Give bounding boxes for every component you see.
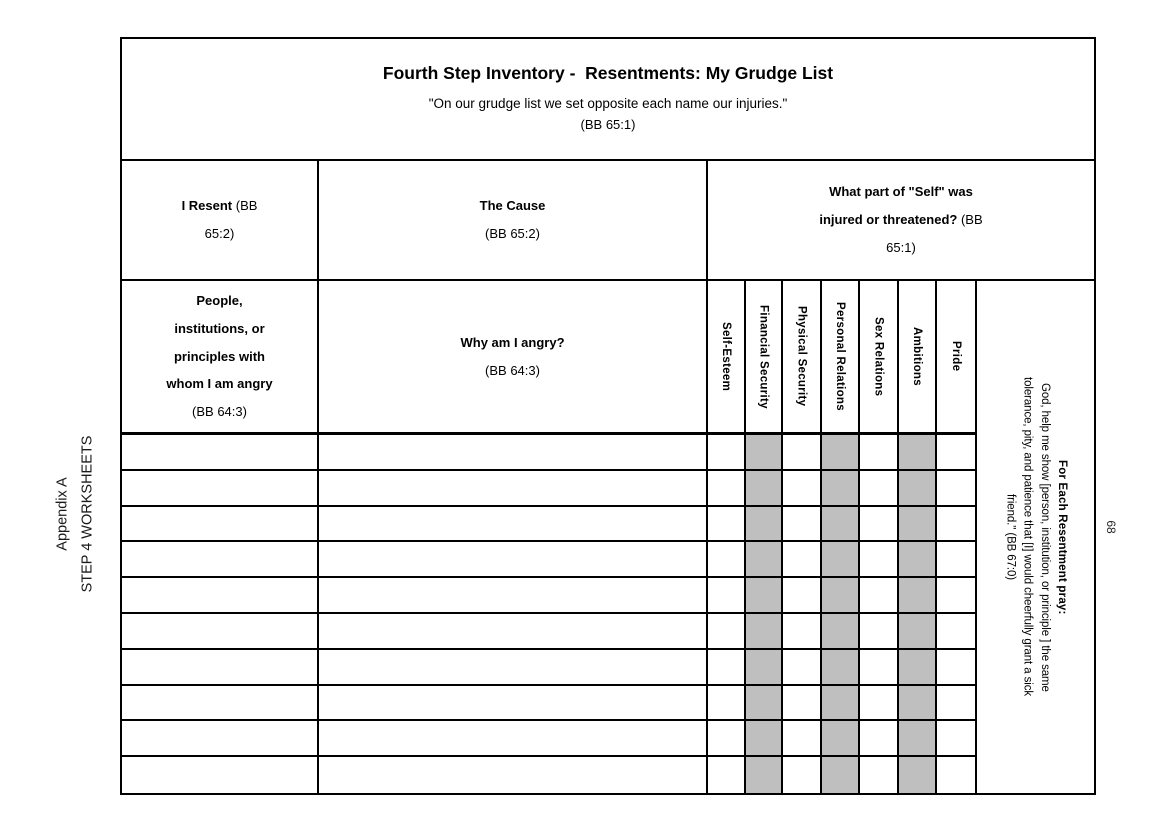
self-part-cell-ambitions	[899, 471, 937, 507]
self-part-cell-personal-relations	[822, 471, 860, 507]
resentment-prayer-text	[1001, 377, 1070, 696]
self-part-cell-physical-security	[783, 471, 822, 507]
column-header-self-part: What part of "Self" was injured or threatened? (BB 65:1)	[708, 161, 1094, 281]
self-part-cell-ambitions	[899, 614, 937, 650]
column-header-sex-relations: Sex Relations	[860, 281, 899, 435]
self-part-cell-financial-security	[746, 650, 783, 686]
self-part-cell-sex-relations	[860, 542, 899, 578]
self-part-cell-physical-security	[783, 435, 822, 471]
self-part-cell-pride	[937, 721, 977, 757]
resent-entry-cell	[122, 578, 319, 614]
page-subtitle: "On our grudge list we set opposite each name our injuries."	[428, 96, 788, 112]
self-part-cell-pride	[937, 542, 977, 578]
cause-entry-cell	[319, 614, 708, 650]
self-part-cell-pride	[937, 435, 977, 471]
self-part-cell-sex-relations	[860, 686, 899, 722]
column-header-why-angry: Why am I angry? (BB 64:3)	[319, 281, 708, 435]
resent-entry-cell	[122, 614, 319, 650]
self-part-cell-personal-relations	[822, 578, 860, 614]
self-part-cell-physical-security	[783, 757, 822, 793]
self-part-cell-financial-security	[746, 507, 783, 543]
self-part-cell-sex-relations	[860, 435, 899, 471]
cause-entry-cell	[319, 507, 708, 543]
table-title-cell	[122, 39, 1094, 161]
self-part-cell-self-esteem	[708, 435, 746, 471]
self-part-cell-self-esteem	[708, 507, 746, 543]
self-part-cell-self-esteem	[708, 650, 746, 686]
cause-entry-cell	[319, 578, 708, 614]
self-part-cell-ambitions	[899, 686, 937, 722]
column-header-financial-security: Financial Security	[746, 281, 783, 435]
self-part-cell-financial-security	[746, 578, 783, 614]
self-part-cell-pride	[937, 578, 977, 614]
resentment-prayer-cell	[977, 281, 1094, 793]
self-part-cell-ambitions	[899, 542, 937, 578]
self-part-cell-financial-security	[746, 686, 783, 722]
resent-entry-cell	[122, 507, 319, 543]
self-part-cell-self-esteem	[708, 721, 746, 757]
self-part-cell-personal-relations	[822, 686, 860, 722]
self-part-cell-pride	[937, 614, 977, 650]
self-part-cell-self-esteem	[708, 471, 746, 507]
cause-entry-cell	[319, 542, 708, 578]
self-part-cell-sex-relations	[860, 650, 899, 686]
resent-entry-cell	[122, 686, 319, 722]
self-part-cell-physical-security	[783, 650, 822, 686]
self-part-cell-physical-security	[783, 686, 822, 722]
page-number: 68	[1104, 520, 1118, 534]
column-header-ambitions: Ambitions	[899, 281, 937, 435]
self-part-cell-personal-relations	[822, 435, 860, 471]
column-header-self-esteem: Self-Esteem	[708, 281, 746, 435]
appendix-margin-label	[51, 436, 102, 593]
resent-entry-cell	[122, 650, 319, 686]
self-part-cell-sex-relations	[860, 757, 899, 793]
prayer-line: tolerance, pity, and patience that [I] would cheerfully grant a sick	[1021, 377, 1034, 697]
self-part-cell-physical-security	[783, 578, 822, 614]
self-part-cell-pride	[937, 471, 977, 507]
self-part-cell-self-esteem	[708, 542, 746, 578]
self-part-cell-financial-security	[746, 721, 783, 757]
self-part-cell-self-esteem	[708, 686, 746, 722]
self-part-cell-personal-relations	[822, 614, 860, 650]
self-part-cell-ambitions	[899, 435, 937, 471]
column-header-i-resent: I Resent (BB 65:2)	[122, 161, 319, 281]
grudge-list-table	[120, 37, 1096, 795]
self-part-cell-personal-relations	[822, 650, 860, 686]
appendix-label-line1: Appendix A	[54, 477, 71, 551]
self-part-cell-financial-security	[746, 614, 783, 650]
resent-entry-cell	[122, 721, 319, 757]
self-part-cell-personal-relations	[822, 721, 860, 757]
prayer-line: friend." (BB 67:0)	[1004, 493, 1017, 580]
self-part-cell-financial-security	[746, 435, 783, 471]
cause-entry-cell	[319, 686, 708, 722]
resent-entry-cell	[122, 435, 319, 471]
column-header-pride: Pride	[937, 281, 977, 435]
column-header-people: People, institutions, or principles with whom I am angry (BB 64:3)	[122, 281, 319, 435]
appendix-label-line2: STEP 4 WORKSHEETS	[80, 435, 96, 593]
self-part-cell-self-esteem	[708, 757, 746, 793]
column-header-physical-security: Physical Security	[783, 281, 822, 435]
self-part-cell-physical-security	[783, 721, 822, 757]
self-part-cell-personal-relations	[822, 507, 860, 543]
column-header-personal-relations: Personal Relations	[822, 281, 860, 435]
self-part-cell-sex-relations	[860, 507, 899, 543]
self-part-cell-pride	[937, 686, 977, 722]
self-part-cell-financial-security	[746, 471, 783, 507]
self-part-cell-ambitions	[899, 757, 937, 793]
self-part-cell-sex-relations	[860, 471, 899, 507]
self-part-cell-pride	[937, 757, 977, 793]
self-part-cell-personal-relations	[822, 542, 860, 578]
cause-entry-cell	[319, 721, 708, 757]
column-header-the-cause: The Cause (BB 65:2)	[319, 161, 708, 281]
cause-entry-cell	[319, 757, 708, 793]
self-part-cell-personal-relations	[822, 757, 860, 793]
prayer-line: God, help me show [person, institution, or principle ] the same	[1038, 382, 1051, 692]
subtitle-reference: (BB 65:1)	[580, 117, 636, 133]
resent-entry-cell	[122, 542, 319, 578]
resent-entry-cell	[122, 757, 319, 793]
self-part-cell-ambitions	[899, 578, 937, 614]
cause-entry-cell	[319, 650, 708, 686]
self-part-cell-physical-security	[783, 614, 822, 650]
self-part-cell-self-esteem	[708, 578, 746, 614]
prayer-heading: For Each Resentment pray:	[1056, 459, 1068, 615]
self-part-cell-sex-relations	[860, 721, 899, 757]
self-part-cell-financial-security	[746, 757, 783, 793]
self-part-cell-physical-security	[783, 507, 822, 543]
self-part-cell-self-esteem	[708, 614, 746, 650]
self-part-cell-pride	[937, 650, 977, 686]
self-part-cell-pride	[937, 507, 977, 543]
page-title: Fourth Step Inventory - Resentments: My Grudge List	[382, 63, 834, 84]
self-part-cell-ambitions	[899, 721, 937, 757]
self-part-cell-ambitions	[899, 507, 937, 543]
self-part-cell-ambitions	[899, 650, 937, 686]
resent-entry-cell	[122, 471, 319, 507]
self-part-cell-physical-security	[783, 542, 822, 578]
cause-entry-cell	[319, 435, 708, 471]
self-part-cell-financial-security	[746, 542, 783, 578]
cause-entry-cell	[319, 471, 708, 507]
self-part-cell-sex-relations	[860, 578, 899, 614]
self-part-cell-sex-relations	[860, 614, 899, 650]
